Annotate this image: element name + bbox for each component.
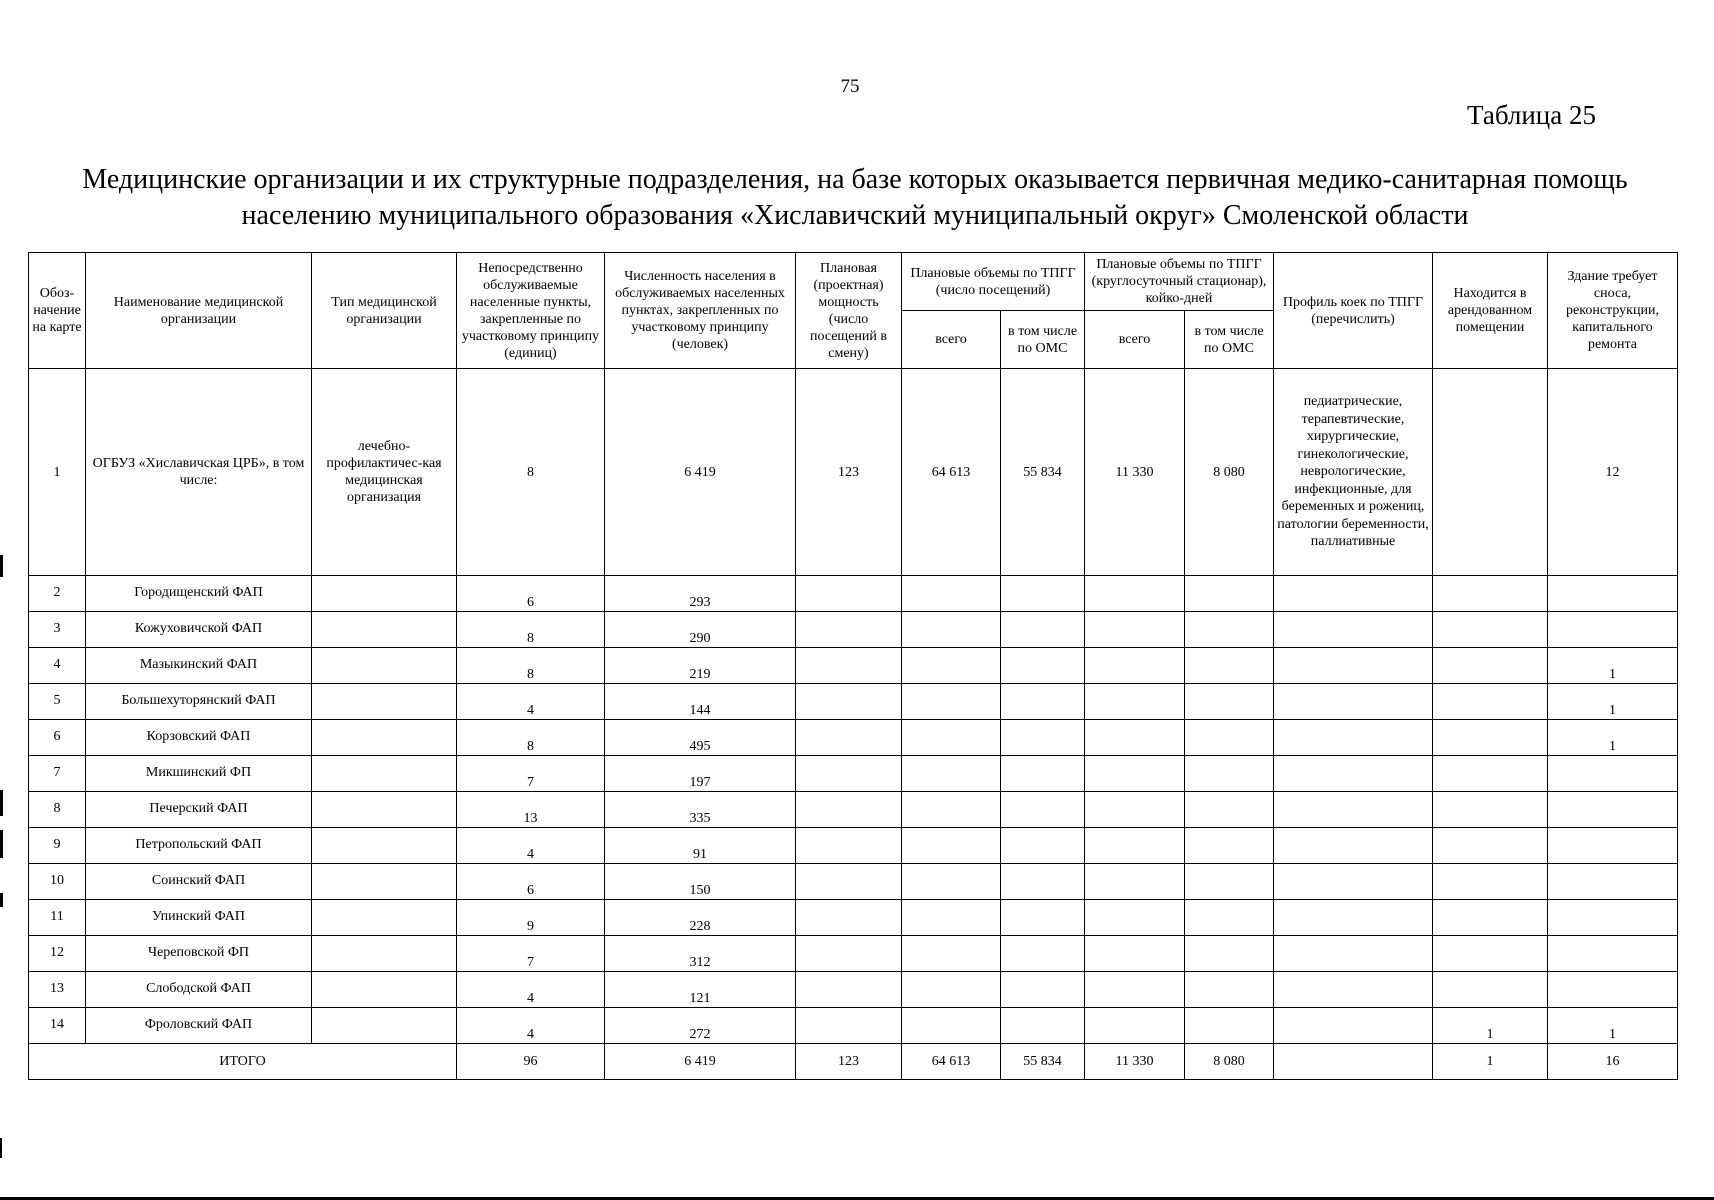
cell-demolition [1548, 612, 1678, 648]
cell-beds-total: 11 330 [1085, 369, 1185, 576]
cell-visits-total: 64 613 [902, 369, 1001, 576]
table-row [29, 972, 1678, 1008]
cell-beds-oms [1185, 972, 1274, 1008]
title-line-2: населению муниципального образования «Хиславичский муниципальный округ» Смоленской области [241, 200, 1469, 231]
cell-rented: 1 [1433, 1008, 1548, 1044]
cell-settlements: 7 [457, 936, 605, 972]
cell-org-type [312, 900, 457, 936]
cell-org-type [312, 648, 457, 684]
cell-population: 228 [605, 900, 796, 936]
scan-margin-mark [0, 555, 3, 577]
cell-beds-oms [1185, 900, 1274, 936]
cell-demolition: 12 [1548, 369, 1678, 576]
cell-org-type [312, 756, 457, 792]
cell-visits-total [902, 684, 1001, 720]
table-header [29, 253, 1678, 369]
cell-demolition [1548, 864, 1678, 900]
header-settlements: Непосредственно обслуживаемые населенные пункты, закрепленные по участковому принципу (единиц) [457, 253, 605, 369]
table-row [29, 1008, 1678, 1044]
header-beds-total: всего [1085, 311, 1185, 369]
header-beds-group: Плановые объемы по ТПГГ (круглосуточный стационар), койко-дней [1085, 253, 1274, 311]
cell-org-name: Большехуторянский ФАП [86, 684, 312, 720]
cell-idx: 8 [29, 792, 86, 828]
cell-visits-oms [1001, 792, 1085, 828]
cell-org-type [312, 792, 457, 828]
cell-rented [1433, 576, 1548, 612]
cell-org-name: Печерский ФАП [86, 792, 312, 828]
cell-capacity [796, 864, 902, 900]
header-beds-oms: в том числе по ОМС [1185, 311, 1274, 369]
cell-demolition [1548, 792, 1678, 828]
cell-demolition: 1 [1548, 648, 1678, 684]
cell-beds-oms [1185, 720, 1274, 756]
cell-bed-profile [1274, 828, 1433, 864]
cell-capacity [796, 900, 902, 936]
cell-visits-total [902, 936, 1001, 972]
cell-visits-oms [1001, 612, 1085, 648]
cell-settlements: 4 [457, 684, 605, 720]
cell-settlements: 8 [457, 612, 605, 648]
cell-beds-oms [1185, 936, 1274, 972]
cell-bed-profile [1274, 792, 1433, 828]
cell-idx: 7 [29, 756, 86, 792]
page-number: 75 [840, 76, 860, 97]
cell-capacity [796, 756, 902, 792]
table-row [29, 612, 1678, 648]
cell-visits-total [902, 756, 1001, 792]
cell-rented [1433, 684, 1548, 720]
cell-beds-oms [1185, 864, 1274, 900]
cell-visits-oms [1001, 828, 1085, 864]
cell-beds-oms: 8 080 [1185, 369, 1274, 576]
table-body [29, 369, 1678, 1044]
cell-org-name: Упинский ФАП [86, 900, 312, 936]
cell-bed-profile [1274, 684, 1433, 720]
cell-org-type: лечебно-профилактичес-кая медицинская организация [312, 369, 457, 576]
cell-bed-profile [1274, 576, 1433, 612]
table-row [29, 684, 1678, 720]
total-population: 6 419 [605, 1044, 796, 1080]
cell-idx: 13 [29, 972, 86, 1008]
table-row [29, 648, 1678, 684]
cell-beds-oms [1185, 792, 1274, 828]
cell-visits-oms [1001, 720, 1085, 756]
table-row [29, 828, 1678, 864]
total-beds-oms: 8 080 [1185, 1044, 1274, 1080]
cell-rented [1433, 612, 1548, 648]
cell-org-name: Череповской ФП [86, 936, 312, 972]
table-label: Таблица 25 [1467, 100, 1596, 130]
cell-idx: 3 [29, 612, 86, 648]
cell-rented [1433, 972, 1548, 1008]
header-org-type: Тип медицинской организации [312, 253, 457, 369]
cell-visits-oms [1001, 648, 1085, 684]
total-bed-profile [1274, 1044, 1433, 1080]
cell-capacity [796, 828, 902, 864]
cell-idx: 11 [29, 900, 86, 936]
header-bed-profile: Профиль коек по ТПГГ (перечислить) [1274, 253, 1433, 369]
table-row [29, 864, 1678, 900]
cell-demolition [1548, 828, 1678, 864]
cell-org-type [312, 972, 457, 1008]
cell-visits-oms [1001, 900, 1085, 936]
cell-beds-oms [1185, 576, 1274, 612]
cell-org-type [312, 936, 457, 972]
cell-bed-profile: педиатрические, терапевтические, хирургические, гинекологические, неврологические, инфекционные, для беременных и рожениц, патологии беременности, паллиативные [1274, 369, 1433, 576]
cell-org-name: Петропольский ФАП [86, 828, 312, 864]
total-capacity: 123 [796, 1044, 902, 1080]
total-demolition: 16 [1548, 1044, 1678, 1080]
cell-population: 197 [605, 756, 796, 792]
cell-beds-total [1085, 900, 1185, 936]
cell-settlements: 7 [457, 756, 605, 792]
cell-settlements: 4 [457, 1008, 605, 1044]
cell-idx: 1 [29, 369, 86, 576]
cell-beds-total [1085, 1008, 1185, 1044]
cell-demolition [1548, 900, 1678, 936]
header-capacity: Плановая (проектная) мощность (число посещений в смену) [796, 253, 902, 369]
table-row [29, 720, 1678, 756]
cell-visits-total [902, 828, 1001, 864]
cell-capacity [796, 936, 902, 972]
cell-demolition: 1 [1548, 720, 1678, 756]
cell-visits-total [902, 900, 1001, 936]
cell-rented [1433, 864, 1548, 900]
cell-demolition [1548, 756, 1678, 792]
cell-org-name: Соинский ФАП [86, 864, 312, 900]
cell-bed-profile [1274, 756, 1433, 792]
cell-bed-profile [1274, 612, 1433, 648]
cell-bed-profile [1274, 900, 1433, 936]
cell-org-name: Фроловский ФАП [86, 1008, 312, 1044]
cell-capacity [796, 972, 902, 1008]
cell-population: 144 [605, 684, 796, 720]
table-row [29, 900, 1678, 936]
cell-population: 121 [605, 972, 796, 1008]
table-footer [29, 1044, 1678, 1080]
cell-beds-total [1085, 684, 1185, 720]
cell-org-type [312, 828, 457, 864]
cell-rented [1433, 828, 1548, 864]
scan-margin-mark [0, 790, 3, 816]
table-row [29, 936, 1678, 972]
cell-org-type [312, 720, 457, 756]
cell-visits-total [902, 1008, 1001, 1044]
header-org-name: Наименование медицинской организации [86, 253, 312, 369]
total-beds-total: 11 330 [1085, 1044, 1185, 1080]
cell-population: 91 [605, 828, 796, 864]
scan-margin-mark [0, 1138, 2, 1158]
cell-beds-total [1085, 648, 1185, 684]
cell-beds-total [1085, 972, 1185, 1008]
cell-rented [1433, 720, 1548, 756]
cell-idx: 12 [29, 936, 86, 972]
cell-visits-total [902, 720, 1001, 756]
cell-visits-total [902, 648, 1001, 684]
cell-beds-total [1085, 792, 1185, 828]
cell-visits-oms: 55 834 [1001, 369, 1085, 576]
cell-visits-oms [1001, 756, 1085, 792]
cell-rented [1433, 792, 1548, 828]
cell-visits-oms [1001, 576, 1085, 612]
cell-visits-oms [1001, 684, 1085, 720]
cell-visits-total [902, 792, 1001, 828]
cell-beds-total [1085, 720, 1185, 756]
cell-beds-total [1085, 828, 1185, 864]
cell-demolition: 1 [1548, 684, 1678, 720]
scan-margin-mark [0, 830, 3, 858]
cell-settlements: 8 [457, 648, 605, 684]
cell-idx: 9 [29, 828, 86, 864]
cell-population: 272 [605, 1008, 796, 1044]
cell-beds-total [1085, 576, 1185, 612]
cell-org-type [312, 576, 457, 612]
cell-idx: 14 [29, 1008, 86, 1044]
header-visits-total: всего [902, 311, 1001, 369]
medical-organizations-table [28, 252, 1678, 1080]
cell-population: 6 419 [605, 369, 796, 576]
cell-org-name: Слободской ФАП [86, 972, 312, 1008]
table-row [29, 792, 1678, 828]
scan-margin-mark [0, 893, 3, 907]
total-visits-total: 64 613 [902, 1044, 1001, 1080]
cell-org-type [312, 684, 457, 720]
cell-rented [1433, 648, 1548, 684]
cell-rented [1433, 756, 1548, 792]
cell-org-type [312, 612, 457, 648]
cell-org-type [312, 864, 457, 900]
cell-visits-total [902, 864, 1001, 900]
cell-bed-profile [1274, 648, 1433, 684]
cell-bed-profile [1274, 936, 1433, 972]
header-demolition: Здание требует сноса, реконструкции, капитального ремонта [1548, 253, 1678, 369]
total-label: ИТОГО [29, 1044, 457, 1080]
cell-beds-oms [1185, 828, 1274, 864]
cell-beds-total [1085, 756, 1185, 792]
cell-population: 150 [605, 864, 796, 900]
cell-capacity: 123 [796, 369, 902, 576]
cell-visits-total [902, 972, 1001, 1008]
total-settlements: 96 [457, 1044, 605, 1080]
cell-org-name: Кожуховичской ФАП [86, 612, 312, 648]
cell-capacity [796, 576, 902, 612]
cell-capacity [796, 648, 902, 684]
cell-demolition [1548, 576, 1678, 612]
cell-demolition: 1 [1548, 1008, 1678, 1044]
cell-org-name: ОГБУЗ «Хиславичская ЦРБ», в том числе: [86, 369, 312, 576]
header-visits-oms: в том числе по ОМС [1001, 311, 1085, 369]
cell-org-name: Мазыкинский ФАП [86, 648, 312, 684]
cell-beds-oms [1185, 648, 1274, 684]
header-population: Численность населения в обслуживаемых населенных пунктах, закрепленных по участковому принципу (человек) [605, 253, 796, 369]
cell-idx: 4 [29, 648, 86, 684]
cell-visits-oms [1001, 1008, 1085, 1044]
cell-idx: 5 [29, 684, 86, 720]
cell-capacity [796, 720, 902, 756]
cell-visits-oms [1001, 864, 1085, 900]
cell-population: 312 [605, 936, 796, 972]
document-title [40, 162, 1670, 234]
cell-settlements: 6 [457, 576, 605, 612]
cell-population: 335 [605, 792, 796, 828]
cell-demolition [1548, 936, 1678, 972]
table-row-main [29, 369, 1678, 576]
cell-beds-oms [1185, 684, 1274, 720]
cell-beds-total [1085, 612, 1185, 648]
cell-org-name: Городищенский ФАП [86, 576, 312, 612]
cell-idx: 6 [29, 720, 86, 756]
cell-beds-total [1085, 936, 1185, 972]
cell-rented [1433, 369, 1548, 576]
cell-org-name: Корзовский ФАП [86, 720, 312, 756]
cell-settlements: 8 [457, 369, 605, 576]
cell-beds-oms [1185, 756, 1274, 792]
total-rented: 1 [1433, 1044, 1548, 1080]
cell-idx: 10 [29, 864, 86, 900]
table-row [29, 576, 1678, 612]
cell-population: 293 [605, 576, 796, 612]
cell-rented [1433, 900, 1548, 936]
title-line-1: Медицинские организации и их структурные подразделения, на базе которых оказывается первичная медико-санитарная помощь [82, 164, 1628, 195]
cell-beds-total [1085, 864, 1185, 900]
cell-settlements: 6 [457, 864, 605, 900]
cell-org-type [312, 1008, 457, 1044]
cell-visits-total [902, 576, 1001, 612]
cell-population: 495 [605, 720, 796, 756]
cell-population: 219 [605, 648, 796, 684]
cell-capacity [796, 792, 902, 828]
header-rented: Находится в арендованном помещении [1433, 253, 1548, 369]
cell-beds-oms [1185, 612, 1274, 648]
cell-beds-oms [1185, 1008, 1274, 1044]
header-map-designation: Обоз-начение на карте [29, 253, 86, 369]
cell-settlements: 8 [457, 720, 605, 756]
cell-capacity [796, 1008, 902, 1044]
cell-org-name: Микшинский ФП [86, 756, 312, 792]
cell-bed-profile [1274, 864, 1433, 900]
cell-capacity [796, 612, 902, 648]
cell-bed-profile [1274, 972, 1433, 1008]
total-visits-oms: 55 834 [1001, 1044, 1085, 1080]
cell-idx: 2 [29, 576, 86, 612]
table-row [29, 756, 1678, 792]
cell-demolition [1548, 972, 1678, 1008]
cell-visits-oms [1001, 936, 1085, 972]
cell-visits-total [902, 612, 1001, 648]
cell-bed-profile [1274, 1008, 1433, 1044]
cell-settlements: 13 [457, 792, 605, 828]
cell-settlements: 4 [457, 972, 605, 1008]
cell-population: 290 [605, 612, 796, 648]
cell-visits-oms [1001, 972, 1085, 1008]
cell-settlements: 4 [457, 828, 605, 864]
cell-bed-profile [1274, 720, 1433, 756]
cell-rented [1433, 936, 1548, 972]
table-row-total [29, 1044, 1678, 1080]
header-visits-group: Плановые объемы по ТПГГ (число посещений) [902, 253, 1085, 311]
cell-settlements: 9 [457, 900, 605, 936]
cell-capacity [796, 684, 902, 720]
